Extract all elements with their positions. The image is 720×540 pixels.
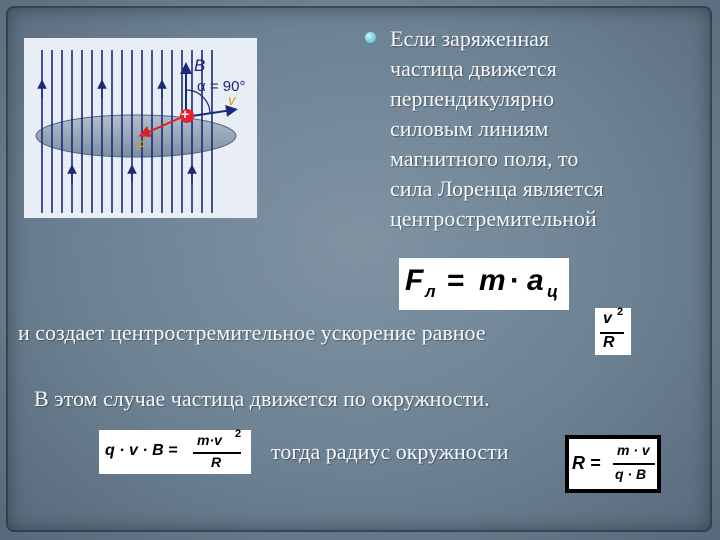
accel-exponent: 2	[617, 306, 624, 318]
formula-f-sub: л	[425, 282, 436, 301]
accel-numerator: v	[603, 310, 612, 327]
bullet-line: Если заряженная	[390, 26, 550, 51]
radius-fraction-bar	[613, 463, 655, 465]
radius-denominator: q · B	[615, 466, 647, 482]
formula-dot: ·	[510, 264, 520, 297]
radius-formula	[565, 435, 661, 493]
bullet-line: частица движется	[390, 56, 557, 81]
circle-motion-text: В этом случае частица движется по окружности.	[34, 386, 490, 411]
bullet-line: магнитного поля, то	[390, 146, 579, 171]
formula-m: m	[479, 264, 506, 297]
bullet-line: центростремительной	[390, 206, 597, 231]
formula-f: F	[405, 264, 424, 297]
radius-numerator: m · v	[617, 442, 650, 458]
magnetic-field-diagram	[24, 38, 257, 218]
bullet-line: сила Лоренца является	[390, 176, 604, 201]
acceleration-formula	[595, 308, 631, 355]
force-balance-formula	[99, 430, 251, 474]
radius-lhs: R =	[572, 453, 601, 473]
diagram-plus-label: +	[181, 106, 190, 122]
diagram-alpha-label: α = 90°	[197, 78, 246, 95]
formula-eq: =	[447, 264, 465, 297]
formula-a-sub: ц	[547, 282, 558, 301]
bullet-line: перпендикулярно	[390, 86, 555, 111]
bullet-icon	[365, 32, 376, 43]
radius-formula-inner	[569, 439, 657, 489]
field-lines-svg	[24, 38, 257, 218]
formula-a: a	[527, 264, 544, 297]
lorentz-centripetal-formula	[399, 258, 569, 310]
bullet-line: силовым линиям	[390, 116, 549, 141]
balance-lhs: q · v · B =	[105, 442, 178, 459]
bullet-text	[390, 24, 604, 234]
accel-denominator: R	[603, 334, 615, 351]
balance-exponent: 2	[235, 428, 242, 440]
diagram-v-label: v	[228, 92, 236, 109]
diagram-f-label: F	[136, 138, 146, 155]
balance-numerator: m·v	[197, 432, 222, 448]
radius-text: тогда радиус окружности	[271, 439, 509, 464]
diagram-b-label: B	[194, 56, 206, 75]
acceleration-text: и создает центростремительное ускорение равное	[18, 320, 486, 345]
balance-denominator: R	[211, 454, 222, 470]
